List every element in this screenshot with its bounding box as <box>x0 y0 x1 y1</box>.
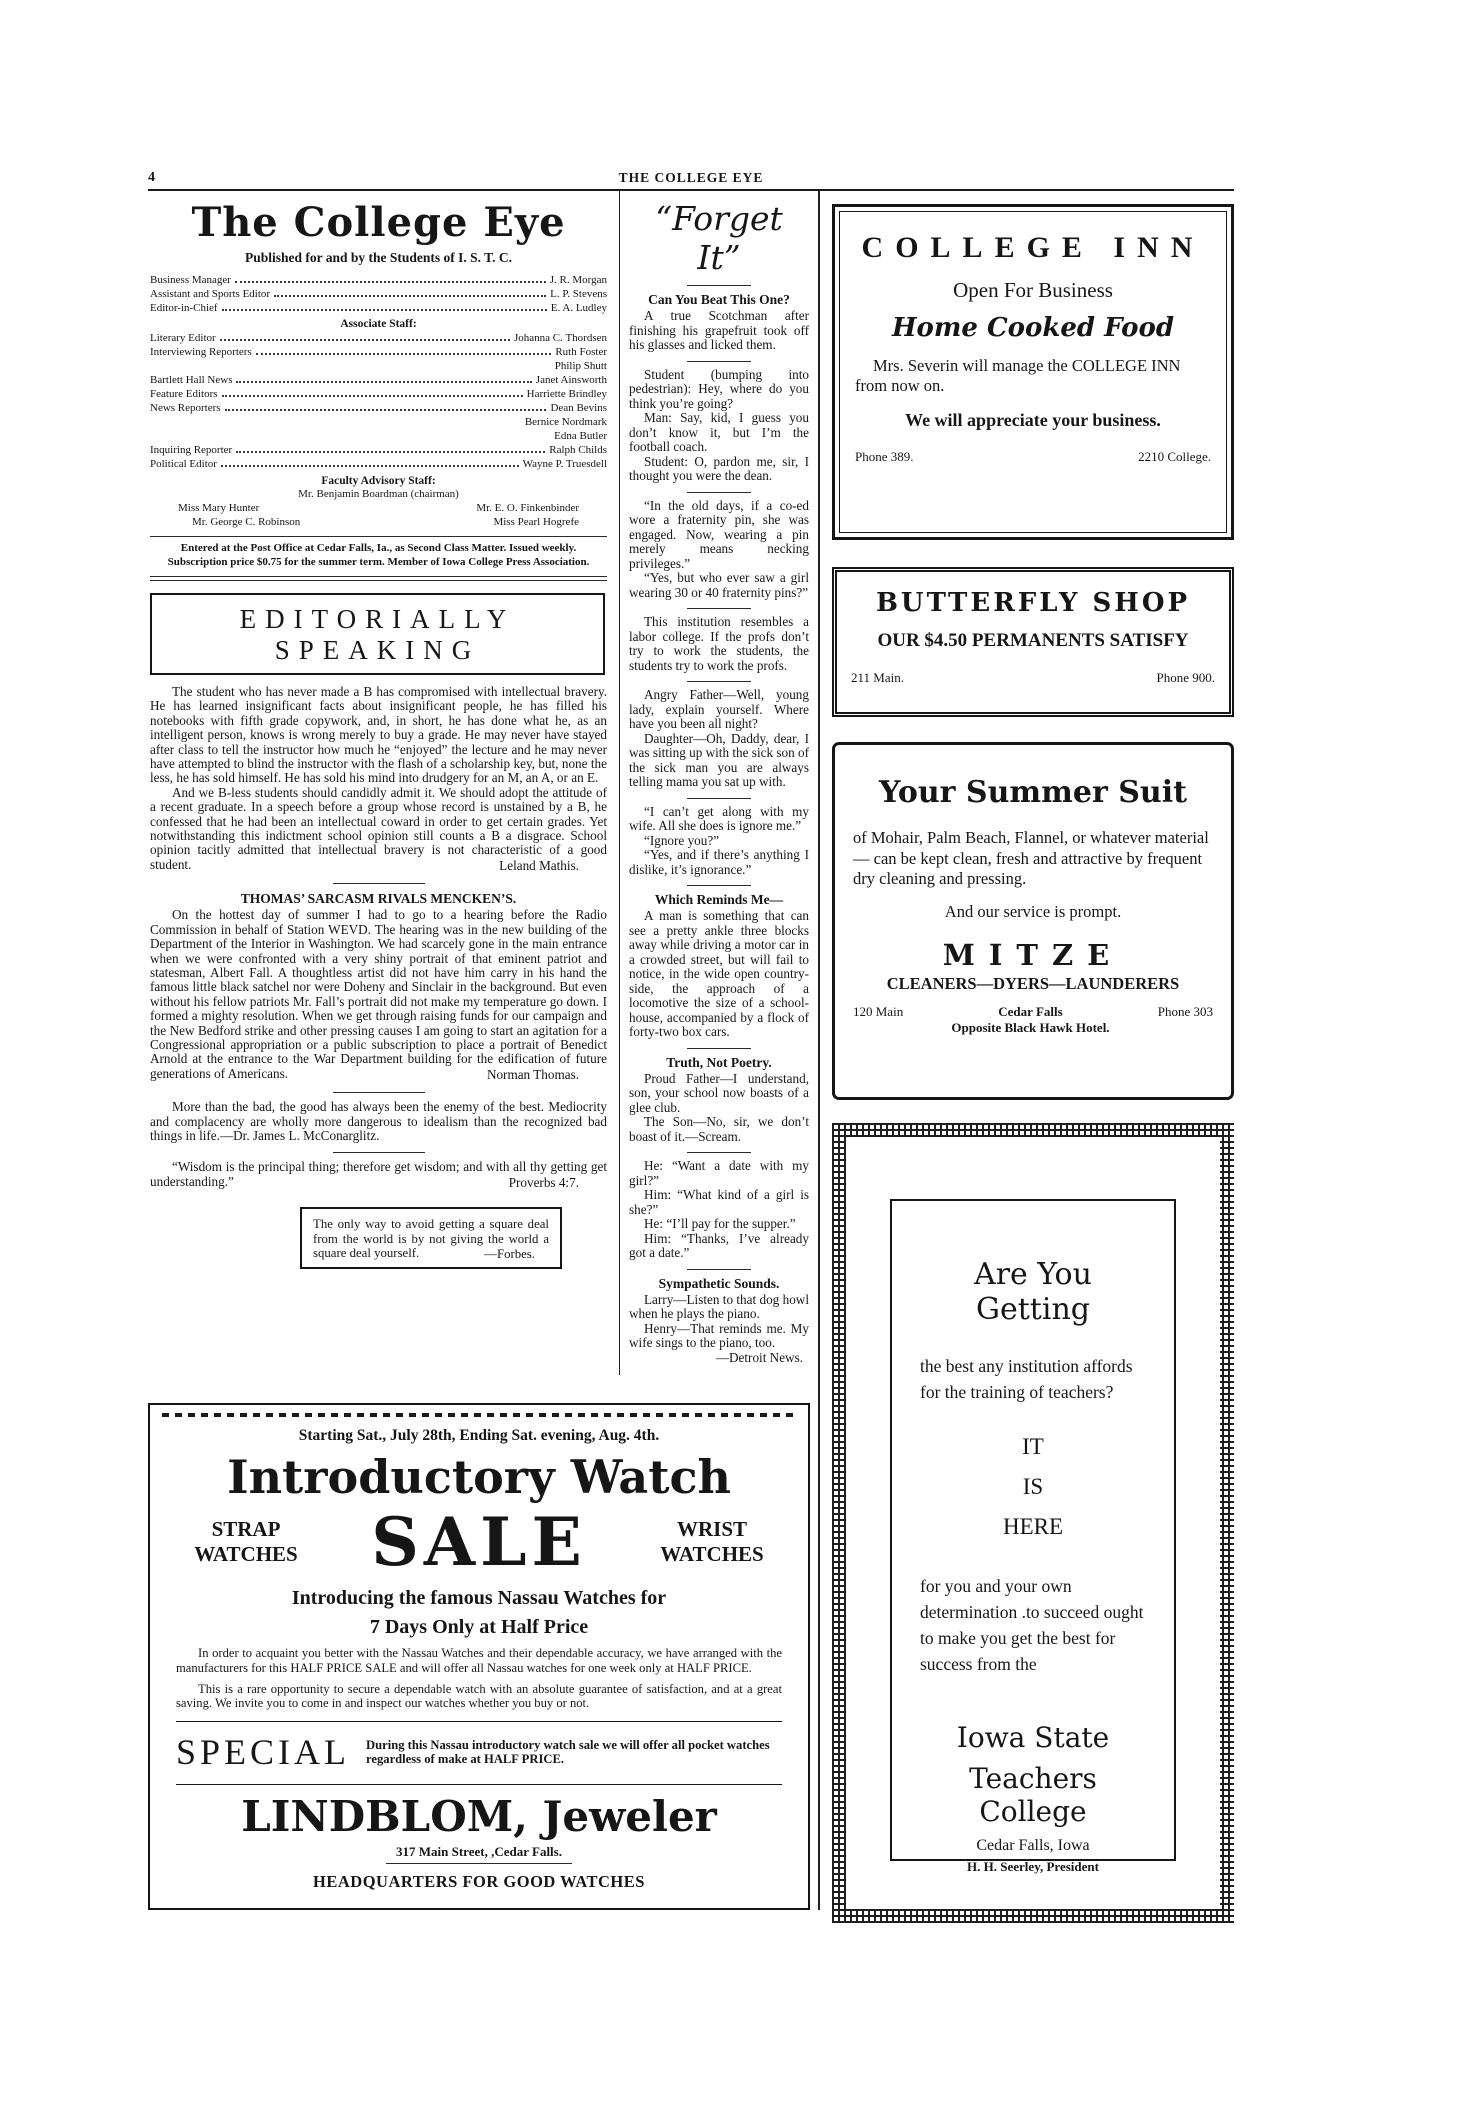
college-inn-appreciate: We will appreciate your business. <box>905 410 1161 430</box>
joke-paragraph: “Yes, and if there’s anything I dislike, it’s ignorance.” <box>629 847 809 877</box>
teachers-college-headline: Are You Getting <box>974 1257 1092 1327</box>
divider-rule <box>333 1152 425 1153</box>
divider-rule <box>687 1269 751 1270</box>
mitze-location <box>951 1004 1109 1036</box>
staff-name: Philip Shutt <box>554 360 607 372</box>
divider-rule <box>687 798 751 799</box>
mitze-phone: Phone 303 <box>1157 1003 1213 1019</box>
page-number: 4 <box>148 170 155 185</box>
store-address: 317 Main Street, ,Cedar Falls. <box>386 1844 572 1864</box>
staff-row <box>150 443 607 457</box>
joke-section <box>629 1276 809 1366</box>
staff-row <box>150 401 607 415</box>
special-offer-row <box>176 1731 782 1773</box>
thomas-paragraph: On the hottest day of summer I had to go to a hearing before the Radio Commission in behalf of Station WEVD. The hearing was in the new building of the Department of the Interior in Washington. We had scarcely gone in the main entrance when we were confronted with a very shiny portrait of that eminent patriot and statesman, Albert Fall. A thoughtless artist did not have him carry in his hand the famous little black satchel nor were Doheny and Sinclair in the background. But even without his fellow patriots Mr. Fall’s portrait did not make my temperature go down. I formed a mighty resolution. When we get through raising funds for our campaign and the New Bedford strike and other pressing causes I am going to start an agitation for a Congressional appropriation or a public subscription to place a portrait of Benedict Arnold at the entrance to the War Department building for the edification of future generations of Americans. <box>150 907 607 1081</box>
special-label: SPECIAL <box>176 1732 351 1773</box>
faculty-right <box>476 501 579 529</box>
leader-dots <box>236 451 545 453</box>
section-heading: Which Reminds Me— <box>654 892 784 907</box>
mitze-trades: CLEANERS—DYERS—LAUNDERERS <box>886 973 1180 993</box>
staff-role: Inquiring Reporter <box>150 444 233 456</box>
scripture-source: Proverbs 4:7. <box>508 1175 579 1191</box>
divider-rule <box>687 492 751 493</box>
joke-paragraph: He: “I’ll pay for the supper.” <box>644 1216 796 1231</box>
running-title: THE COLLEGE EYE <box>618 170 764 185</box>
forbes-quote-box <box>300 1207 562 1269</box>
left-zone <box>148 191 820 1910</box>
teachers-college-paragraph: for you and your own determination .to succeed ought to make you get the best for success from the <box>920 1576 1144 1674</box>
wrist-label-line: WRIST <box>676 1517 748 1542</box>
ad-watch-sale <box>148 1403 810 1910</box>
staff-row <box>150 415 607 429</box>
joke-section <box>629 615 809 673</box>
section-heading: Truth, Not Poetry. <box>666 1054 772 1070</box>
teachers-college-paragraph: the best any institution affords for the training of teachers? <box>920 1356 1133 1402</box>
joke-section <box>629 292 809 353</box>
college-inn-title: COLLEGE INN <box>861 231 1205 264</box>
it-line: IT <box>1022 1434 1044 1459</box>
leader-dots <box>225 409 547 411</box>
mitze-city: Cedar Falls <box>998 1003 1063 1019</box>
associate-staff-heading: Associate Staff: <box>340 318 417 330</box>
section-heading: Can You Beat This One? <box>648 292 790 307</box>
forget-it-column <box>619 191 818 1375</box>
joke-section <box>629 688 809 790</box>
divider-rule <box>687 681 751 682</box>
watch-sale-dates: Starting Sat., July 28th, Ending Sat. evening, Aug. 4th. <box>298 1427 660 1444</box>
joke-paragraph: Daughter—Oh, Daddy, dear, I was sitting up with the sick son of the sick man you are always telling mama you sat up with. <box>629 730 809 789</box>
editorial-paragraph: And we B-less students should candidly admit it. We should adopt the attitude of a recent graduate. In a speech before a group whose record is unstained by a B, he confessed that he had been an intellectual coward in order to get certain grades. Yet notwithstanding this indictment school opinion still counts a B a disgrace. School opinion tacitly admitted that intellectual bravery is not characteristic of a good student. <box>150 784 607 872</box>
masthead-title: The College Eye <box>191 199 566 246</box>
teachers-college-frame <box>846 1137 1220 1909</box>
butterfly-shop-subtitle: OUR $4.50 PERMANENTS SATISFY <box>877 630 1189 651</box>
is-line: IS <box>1022 1474 1044 1499</box>
faculty-member: Miss Mary Hunter <box>178 502 260 514</box>
watch-sale-body <box>176 1646 782 1710</box>
joke-paragraph: Student: O, pardon me, sir, I thought you were the dean. <box>629 453 809 483</box>
masthead-editorial-column <box>148 191 619 1375</box>
staff-name: Ruth Foster <box>555 346 607 358</box>
joke-paragraph: A man is something that can see a pretty ankle three blocks away while driving a motor car in a crowded street, but will fail to notice, in the wide open country-side, the approach of a locomotive the size of a school-house, accompanied by a flock of forty-two box cars. <box>629 908 809 1039</box>
staff-row <box>150 387 607 401</box>
faculty-heading: Faculty Advisory Staff: <box>321 475 436 487</box>
entered-notice: Entered at the Post Office at Cedar Falls, Ia., as Second Class Matter. Issued weekly. Subscription price $0.75 for the summer term. Member of Iowa College Press Association. <box>167 542 590 568</box>
columns <box>148 191 1234 1923</box>
joke-paragraph: “Ignore you?” <box>644 832 720 848</box>
joke-paragraph: Student (bumping into pedestrian): Hey, where do you think you’re going? <box>629 366 809 411</box>
mitze-body: of Mohair, Palm Beach, Flannel, or whatever material — can be kept clean, fresh and attractive by frequent dry cleaning and pressing. <box>853 828 1209 888</box>
joke-source: —Detroit News. <box>715 1349 803 1365</box>
college-name-line1: Iowa State <box>956 1721 1110 1754</box>
ads-column <box>832 191 1234 1923</box>
college-inn-address: 2210 College. <box>1138 449 1211 464</box>
staff-role: Editor-in-Chief <box>150 302 218 314</box>
wrist-watches-label <box>648 1517 776 1567</box>
ad-college-inn <box>832 204 1234 540</box>
strap-label-line: WATCHES <box>194 1542 298 1567</box>
leader-dots <box>256 353 552 355</box>
ad-teachers-college <box>832 1123 1234 1923</box>
editorial-paragraph: The student who has never made a B has compromised with intellectual bravery. He has learned insignificant facts about insignificant people, he has filled his notebooks with fifth grade copywork, and, in short, he has done what he, as an intelligent person, knows is wrong merely to buy a grade. He may never have stayed after class to tell the instructor how much he “enjoyed” the lecture and he may never have attempted to blind the instructor with the flash of a scholarship key, but, none the less, he has sold himself. He has sold his mind into drudgery for an M, an A, or an E. <box>150 684 607 786</box>
here-line: HERE <box>1002 1514 1064 1539</box>
joke-paragraph: Him: “Thanks, I’ve already got a date.” <box>629 1230 809 1260</box>
staff-name: J. R. Morgan <box>549 274 607 286</box>
joke-paragraph: “In the old days, if a co-ed wore a fraternity pin, she was engaged. Now, wearing a pin merely means necking privileges.” <box>629 497 809 571</box>
divider-rule <box>176 1721 782 1722</box>
leader-dots <box>235 281 546 283</box>
staff-row <box>150 429 607 443</box>
staff-row <box>150 287 607 301</box>
faculty-member: Mr. George C. Robinson <box>192 516 301 528</box>
divider-rule <box>333 883 425 884</box>
watch-sale-paragraph: In order to acquaint you better with the Nassau Watches and their dependable accuracy, we have arranged with the manufacturers for this HALF PRICE SALE and will offer all Nassau watches for one week only at HALF PRICE. <box>176 1646 782 1675</box>
staff-name: Harriette Brindley <box>526 388 607 400</box>
staff-name: Johanna C. Thordsen <box>514 332 607 344</box>
college-inn-body: Mrs. Severin will manage the COLLEGE INN from now on. <box>855 356 1181 395</box>
mitze-title: Your Summer Suit <box>879 775 1187 810</box>
divider-rule <box>687 1152 751 1153</box>
watch-sale-title: Introductory Watch <box>227 1450 731 1504</box>
joke-paragraph: He: “Want a date with my girl?” <box>629 1158 809 1188</box>
joke-section <box>629 1055 809 1145</box>
staff-row <box>150 273 607 287</box>
leader-dots <box>221 465 519 467</box>
mitze-brand: MITZE <box>942 937 1124 972</box>
faculty-member: Mr. E. O. Finkenbinder <box>476 502 579 514</box>
quote-paragraph: More than the bad, the good has always been the enemy of the best. Mediocrity and complacency are wholly more dangerous to idealism than the recognized bad things in life.—Dr. James L. McConarglitz. <box>150 1099 607 1143</box>
staff-role: Interviewing Reporters <box>150 346 252 358</box>
staff-name: Edna Butler <box>554 430 607 442</box>
joke-paragraph: Henry—That reminds me. My wife sings to the piano, too. <box>629 1320 809 1350</box>
leader-dots <box>222 395 523 397</box>
staff-role: Political Editor <box>150 458 217 470</box>
divider-rule <box>687 885 751 886</box>
staff-role: Assistant and Sports Editor <box>150 288 271 300</box>
leader-dots <box>222 309 547 311</box>
joke-section <box>629 805 809 878</box>
leader-dots <box>220 339 510 341</box>
staff-name: L. P. Stevens <box>550 288 607 300</box>
text-columns <box>148 191 818 1375</box>
strap-label-line: STRAP <box>211 1517 281 1542</box>
butterfly-shop-title: BUTTERFLY SHOP <box>875 588 1191 618</box>
leader-dots <box>274 295 546 297</box>
masthead-subtitle: Published for and by the Students of I. S. T. C. <box>244 250 513 265</box>
editorial-heading-box <box>150 593 605 675</box>
college-inn-phone: Phone 389. <box>855 449 914 464</box>
staff-name: Bernice Nordmark <box>524 416 607 428</box>
staff-name: E. A. Ludley <box>550 302 607 314</box>
joke-paragraph: Him: “What kind of a girl is she?” <box>629 1187 809 1217</box>
college-inn-food-line: Home Cooked Food <box>891 313 1175 343</box>
college-name-line2: Teachers College <box>969 1762 1097 1828</box>
strap-watches-label <box>182 1517 310 1567</box>
ad-butterfly-shop <box>832 567 1234 717</box>
it-is-here-block <box>920 1427 1146 1547</box>
special-text: During this Nassau introductory watch sale we will offer all pocket watches regardless of make at HALF PRICE. <box>366 1737 770 1767</box>
forbes-text: The only way to avoid getting a square deal from the world is by not giving the world a square deal yourself. <box>313 1217 549 1261</box>
college-inn-contact-row <box>855 449 1211 465</box>
joke-paragraph: Proud Father—I understand, son, your school now boasts of a glee club. <box>629 1070 809 1115</box>
staff-role: News Reporters <box>150 402 221 414</box>
editorial-signature: Leland Mathis. <box>499 858 579 874</box>
thomas-signature: Norman Thomas. <box>486 1067 579 1083</box>
watch-sale-subtitle2: 7 Days Only at Half Price <box>369 1616 589 1639</box>
scripture-quote: “Wisdom is the principal thing; therefore get wisdom; and with all thy getting get understanding.” <box>150 1159 607 1189</box>
butterfly-shop-address: 211 Main. <box>851 670 904 685</box>
forbes-source: —Forbes. <box>484 1246 535 1261</box>
ad-mitze <box>832 742 1234 1100</box>
newspaper-page <box>148 170 1234 1923</box>
joke-section <box>629 368 809 484</box>
joke-paragraph: The Son—No, sir, we don’t boast of it.—Scream. <box>629 1114 809 1144</box>
thomas-heading: THOMAS’ SARCASM RIVALS MENCKEN’S. <box>240 891 517 907</box>
joke-paragraph: This institution resembles a labor college. If the profs don’t try to work the students, the students try to work the profs. <box>629 614 809 673</box>
staff-row <box>150 331 607 345</box>
sale-word: SALE <box>371 1503 587 1582</box>
butterfly-shop-contact-row <box>851 670 1215 686</box>
staff-role: Bartlett Hall News <box>150 374 233 386</box>
staff-row <box>150 359 607 373</box>
leader-dots <box>236 381 531 383</box>
squiggle-ornament <box>162 1413 796 1417</box>
divider-rule <box>687 361 751 362</box>
butterfly-shop-phone: Phone 900. <box>1156 670 1215 685</box>
faculty-columns <box>150 501 607 529</box>
watch-sale-paragraph: This is a rare opportunity to secure a dependable watch with an absolute guarantee of satisfaction, and at a great saving. We invite you to come in and inspect our watches whether you buy or not. <box>176 1681 782 1710</box>
divider-rule <box>687 285 751 286</box>
divider-rule <box>687 608 751 609</box>
editorial-body <box>150 685 607 874</box>
joke-paragraph: A true Scotchman after finishing his grapefruit took off his glasses and licked them. <box>629 308 809 352</box>
joke-paragraph: Man: Say, kid, I guess you don’t know it, but I’m the football coach. <box>629 410 809 454</box>
joke-section <box>629 1159 809 1261</box>
joke-paragraph: “Yes, but who ever saw a girl wearing 30 or 40 fraternity pins?” <box>629 570 809 600</box>
college-inn-open-line: Open For Business <box>953 278 1113 302</box>
staff-row <box>150 457 607 471</box>
double-rule <box>150 576 607 581</box>
faculty-left <box>178 501 300 529</box>
divider-rule <box>176 1784 782 1785</box>
faculty-member: Miss Pearl Hogrefe <box>493 516 579 528</box>
joke-paragraph: Larry—Listen to that dog howl when he plays the piano. <box>629 1291 809 1321</box>
joke-section <box>629 892 809 1040</box>
staff-name: Ralph Childs <box>549 444 607 456</box>
staff-row <box>150 373 607 387</box>
joke-paragraph: “I can’t get along with my wife. All she does is ignore me.” <box>629 803 809 833</box>
forget-it-title: “Forget It” <box>655 199 783 277</box>
mitze-contact-row <box>853 1004 1213 1036</box>
staff-row <box>150 345 607 359</box>
mitze-location-note: Opposite Black Hawk Hotel. <box>951 1019 1110 1035</box>
college-president: H. H. Seerley, President <box>967 1859 1099 1874</box>
thomas-body <box>150 908 607 1083</box>
wrist-label-line: WATCHES <box>660 1542 764 1567</box>
watch-sale-midrow <box>176 1503 782 1581</box>
college-city: Cedar Falls, Iowa <box>976 1837 1090 1854</box>
divider-rule <box>687 1048 751 1049</box>
joke-paragraph: Angry Father—Well, young lady, explain yourself. Where have you been all night? <box>629 687 809 731</box>
editorial-heading: EDITORIALLY SPEAKING <box>239 604 516 665</box>
mitze-prompt-line: And our service is prompt. <box>944 901 1122 921</box>
divider-rule <box>150 536 607 537</box>
mitze-address: 120 Main <box>853 1003 904 1019</box>
section-heading: Sympathetic Sounds. <box>658 1275 780 1291</box>
divider-rule <box>333 1092 425 1093</box>
teachers-college-inner-box <box>890 1199 1176 1874</box>
staff-row <box>150 301 607 315</box>
staff-role: Feature Editors <box>150 388 218 400</box>
staff-name: Dean Bevins <box>550 402 607 414</box>
store-name: LINDBLOM, Jeweler <box>241 1792 717 1842</box>
joke-section <box>629 499 809 601</box>
staff-name: Wayne P. Truesdell <box>522 458 607 470</box>
store-tagline: HEADQUARTERS FOR GOOD WATCHES <box>313 1872 645 1892</box>
staff-name: Janet Ainsworth <box>535 374 607 386</box>
faculty-chairman: Mr. Benjamin Boardman (chairman) <box>298 488 459 500</box>
staff-role: Literary Editor <box>150 332 216 344</box>
watch-sale-subtitle: Introducing the famous Nassau Watches for <box>291 1587 667 1610</box>
staff-role: Business Manager <box>150 274 231 286</box>
page-header <box>148 170 1234 191</box>
